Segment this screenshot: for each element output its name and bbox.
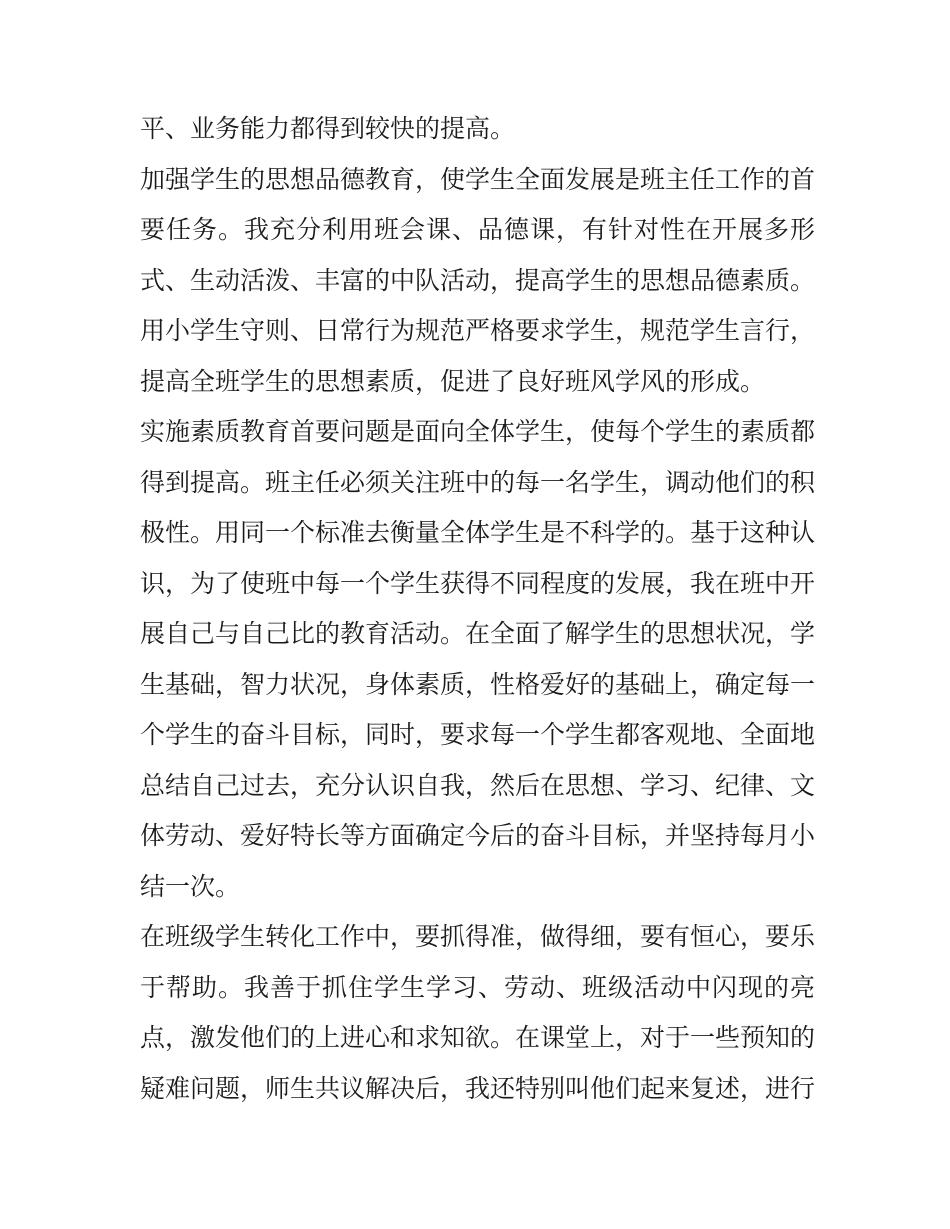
text-line: 加强学生的思想品德教育，使学生全面发展是班主任工作的首 <box>140 164 816 194</box>
text-line: 体劳动、爱好特长等方面确定今后的奋斗目标，并坚持每月小 <box>140 821 816 850</box>
text-line: 总结自己过去，充分认识自我，然后在思想、学习、纪律、文 <box>140 770 816 800</box>
text-line: 于帮助。我善于抓住学生学习、劳动、班级活动中闪现的亮 <box>140 972 815 1002</box>
text-line: 点，激发他们的上进心和求知欲。在课堂上，对于一些预知的 <box>140 1023 816 1052</box>
text-line: 平、业务能力都得到较快的提高。 <box>140 114 516 143</box>
text-line: 得到提高。班主任必须关注班中的每一名学生，调动他们的积 <box>140 467 816 497</box>
text-line: 用小学生守则、日常行为规范严格要求学生，规范学生言行， <box>140 316 816 345</box>
text-line: 结一次。 <box>140 871 241 901</box>
paragraph-4 <box>140 912 815 1114</box>
text-line: 生基础，智力状况，身体素质，性格爱好的基础上，确定每一 <box>140 669 816 699</box>
body-text <box>140 104 815 1114</box>
text-line: 疑难问题，师生共议解决后，我还特别叫他们起来复述，进行 <box>140 1073 816 1103</box>
text-line: 提高全班学生的思想素质，促进了良好班风学风的形成。 <box>140 366 766 396</box>
text-line: 要任务。我充分利用班会课、品德课，有针对性在开展多形 <box>140 215 815 244</box>
paragraph-3 <box>140 407 815 912</box>
paragraph-1 <box>140 104 815 155</box>
text-line: 式、生动活泼、丰富的中队活动，提高学生的思想品德素质。 <box>140 265 816 295</box>
text-line: 展自己与自己比的教育活动。在全面了解学生的思想状况，学 <box>140 619 816 648</box>
paragraph-2 <box>140 155 815 408</box>
text-line: 识，为了使班中每一个学生获得不同程度的发展，我在班中开 <box>140 568 816 598</box>
text-line: 个学生的奋斗目标，同时，要求每一个学生都客观地、全面地 <box>140 720 816 749</box>
text-line: 极性。用同一个标准去衡量全体学生是不科学的。基于这种认 <box>140 518 816 547</box>
text-line: 实施素质教育首要问题是面向全体学生，使每个学生的素质都 <box>140 417 816 446</box>
text-line: 在班级学生转化工作中，要抓得准，做得细，要有恒心，要乐 <box>140 922 816 951</box>
